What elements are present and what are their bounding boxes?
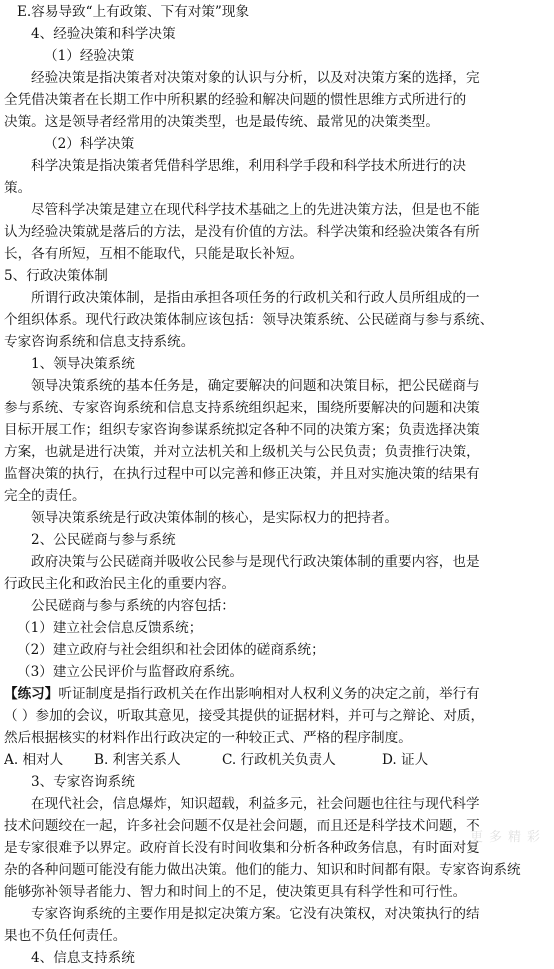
option-d: D. 证人 <box>382 752 429 768</box>
answer-options <box>4 749 552 771</box>
practice-tag: 【练习】 <box>4 686 59 702</box>
paragraph-line: 公民磋商与参与系统的内容包括： <box>31 598 235 614</box>
paragraph-line: 是专家很难予以界定。政府首长没有时间收集和分析各种政务信息，有时面对复 <box>4 840 480 856</box>
paragraph-line: 技术问题绞在一起，许多社会问题不仅是社会问题，而且还是科学技术问题，不 <box>4 818 480 834</box>
text-line: E.容易导致“上有政策、下有对策”现象 <box>17 4 250 20</box>
paragraph-line: 所谓行政决策体制，是指由承担各项任务的行政机关和行政人员所组成的一 <box>31 290 480 306</box>
paragraph-line: 在现代社会，信息爆炸，知识超载，利益多元，社会问题也往往与现代科学 <box>31 796 480 812</box>
paragraph-line: 果也不负任何责任。 <box>4 928 127 944</box>
paragraph-line: 杂的各种问题可能没有能力做出决策。他们的能力、知识和时间都有限。专家咨询系统 <box>4 862 521 878</box>
paragraph-line: 策。 <box>4 180 32 196</box>
section-heading: 4、经验决策和科学决策 <box>31 26 176 42</box>
option-b: B. 利害关系人 <box>94 752 181 768</box>
subsection-heading: （1）经验决策 <box>44 48 135 64</box>
paragraph-line: 经验决策是指决策者对决策对象的认识与分析，以及对决策方案的选择，完 <box>31 70 480 86</box>
paragraph-line: 行政民主化和政治民主化的重要内容。 <box>4 576 236 592</box>
option-c: C. 行政机关负责人 <box>222 752 336 768</box>
paragraph-line: 决策。这是领导者经常用的决策类型，也是最传统、最常见的决策类型。 <box>4 114 439 130</box>
paragraph-line: 专家咨询系统和信息支持系统。 <box>4 334 195 350</box>
paragraph-line: 能够弥补领导者能力、智力和时间上的不足，使决策更具有科学性和可行性。 <box>4 884 467 900</box>
paragraph-line: 领导决策系统是行政决策体制的核心，是实际权力的把持者。 <box>31 510 399 526</box>
subsection-heading: 3、专家咨询系统 <box>31 774 135 790</box>
paragraph-line: 长，各有所短，互相不能取代，只能是取长补短。 <box>4 246 304 262</box>
list-item: （1）建立社会信息反馈系统； <box>17 620 203 636</box>
paragraph-line: 专家咨询系统的主要作用是拟定决策方案。它没有决策权，对决策执行的结 <box>31 906 480 922</box>
subsection-heading: 2、公民磋商与参与系统 <box>31 532 176 548</box>
paragraph-line: 目标开展工作；组织专家咨询参谋系统拟定各种不同的决策方案；负责选择决策 <box>4 422 480 438</box>
paragraph-line: 参与系统、专家咨询系统和信息支持系统组织起来，围绕所要解决的问题和决策 <box>4 400 480 416</box>
paragraph-line: 全凭借决策者在长期工作中所积累的经验和解决问题的惯性思维方式所进行的 <box>4 92 467 108</box>
practice-question-line: 然后根据核实的材料作出行政决定的一种较正式、严格的程序制度。 <box>4 730 412 746</box>
paragraph-line: 监督决策的执行，在执行过程中可以完善和修正决策，并且对实施决策的结果有 <box>4 466 480 482</box>
list-item: （3）建立公民评价与监督政府系统。 <box>17 664 244 680</box>
section-heading: 5、行政决策体制 <box>4 268 108 284</box>
watermark: 更多精彩 <box>469 830 546 845</box>
practice-question-line <box>4 683 552 705</box>
practice-question-line: （ ）参加的会议，听取其意见，接受其提供的证据材料，并可与之辩论、对质， <box>4 708 485 724</box>
option-a: A. 相对人 <box>4 752 64 768</box>
paragraph-line: 科学决策是指决策者凭借科学思维，利用科学手段和科学技术所进行的决 <box>31 158 466 174</box>
subsection-heading: 1、领导决策系统 <box>31 356 135 372</box>
subsection-heading: 4、信息支持系统 <box>31 950 135 966</box>
practice-question-text: 听证制度是指行政机关在作出影响相对人权利义务的决定之前，举行有 <box>58 686 480 702</box>
subsection-heading: （2）科学决策 <box>44 136 135 152</box>
paragraph-line: 方案，也就是进行决策，并对立法机关和上级机关与公民负责；负责推行决策， <box>4 444 480 460</box>
list-item: （2）建立政府与社会组织和社会团体的磋商系统； <box>17 642 325 658</box>
paragraph-line: 政府决策与公民磋商并吸收公民参与是现代行政决策体制的重要内容，也是 <box>31 554 480 570</box>
paragraph-line: 完全的责任。 <box>4 488 86 504</box>
paragraph-line: 尽管科学决策是建立在现代科学技术基础之上的先进决策方法，但是也不能 <box>31 202 480 218</box>
paragraph-line: 领导决策系统的基本任务是，确定要解决的问题和决策目标，把公民磋商与 <box>31 378 480 394</box>
paragraph-line: 认为经验决策就是落后的方法，是没有价值的方法。科学决策和经验决策各有所 <box>4 224 480 240</box>
paragraph-line: 个组织体系。现代行政决策体制应该包括：领导决策系统、公民磋商与参与系统、 <box>4 312 494 328</box>
